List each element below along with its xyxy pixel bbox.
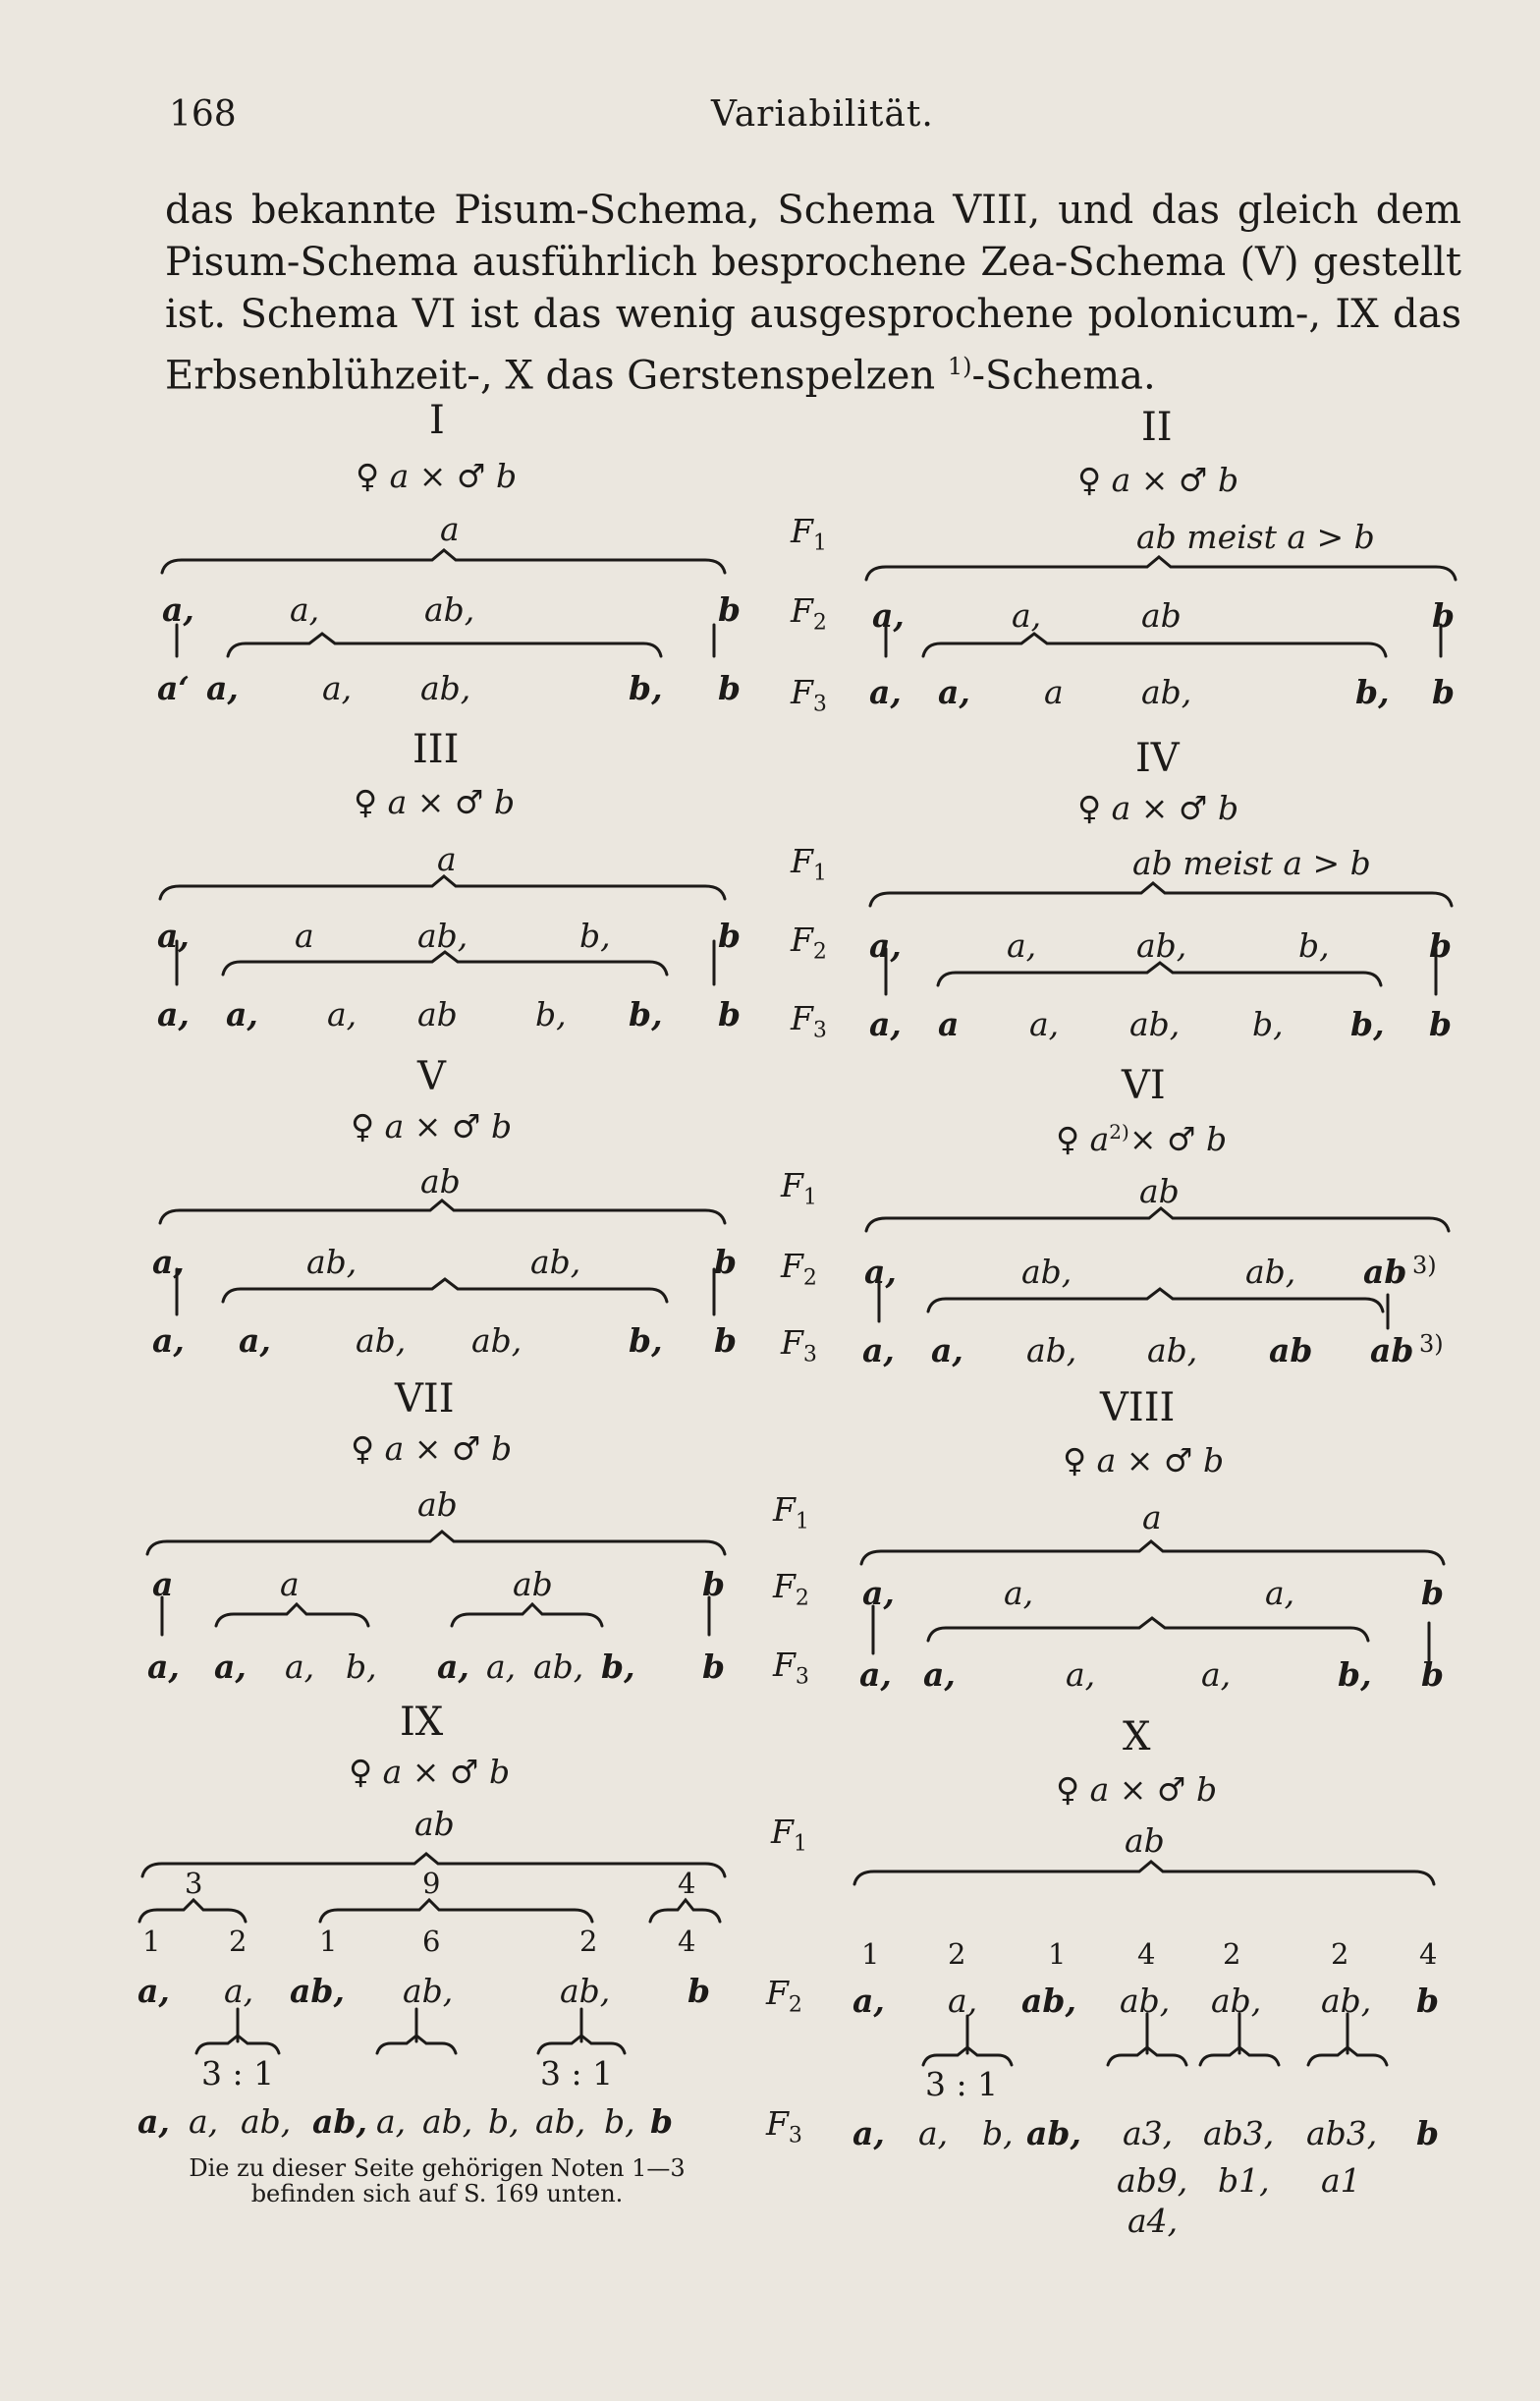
brace-V-f2 xyxy=(223,1279,667,1302)
f3-item: b, xyxy=(1350,1005,1385,1043)
f3-item: b, xyxy=(346,1647,377,1686)
brace-VII-f2b xyxy=(452,1604,602,1626)
f3-item: ab xyxy=(1370,1331,1414,1369)
class-count: 2 xyxy=(229,1925,248,1958)
brace-III-f2 xyxy=(223,952,667,975)
f3-item: a, xyxy=(437,1647,469,1686)
f3-item: b, xyxy=(601,1647,635,1686)
f2-item: b xyxy=(688,1972,711,2010)
label-f2: $F_2$ xyxy=(791,591,827,636)
f2-item: a, xyxy=(864,1253,897,1291)
f3-item: a, xyxy=(327,995,358,1033)
f3-item: ab, xyxy=(535,2102,586,2141)
f2-item: ab, xyxy=(417,917,468,955)
f2-item: b, xyxy=(1298,926,1330,965)
f2-item: ab, xyxy=(1021,1982,1076,2020)
f1-value: a xyxy=(1142,1498,1162,1536)
f2-item: a xyxy=(152,1565,174,1603)
f2-item: ab, xyxy=(1021,1253,1072,1291)
segregation-ratio: 3 : 1 xyxy=(925,2065,999,2103)
f2-item: a, xyxy=(1007,926,1037,965)
f2-item: ab xyxy=(1141,596,1182,635)
label-f2: $F_2$ xyxy=(791,921,827,965)
class-count: 2 xyxy=(1223,1937,1241,1971)
f2-item: a, xyxy=(152,1243,185,1281)
label-f3: $F_3$ xyxy=(781,1323,817,1368)
group-count: 9 xyxy=(422,1867,441,1900)
f3-item: ab3, xyxy=(1203,2114,1275,2152)
label-f3: $F_3$ xyxy=(791,673,827,717)
segregation-ratio: 3 : 1 xyxy=(201,2054,275,2093)
class-count: 2 xyxy=(579,1925,598,1958)
f2-item: ab, xyxy=(530,1243,581,1281)
f3-item: b xyxy=(718,995,742,1033)
f3-item: a, xyxy=(923,1655,956,1694)
f2-item: ab, xyxy=(424,590,475,629)
class-count: 4 xyxy=(678,1925,696,1958)
f3-item: ab xyxy=(1269,1331,1313,1369)
f3-item: a, xyxy=(189,2102,219,2141)
f3-item: a, xyxy=(859,1655,892,1694)
brace-VI-f2 xyxy=(928,1289,1383,1312)
schema-numeral: IX xyxy=(400,1700,444,1745)
cross-formula: ♀ a × ♂ b xyxy=(1063,1441,1225,1480)
f3-item: b, xyxy=(535,995,567,1033)
footnote-ref-3: 3) xyxy=(1412,1252,1437,1279)
schema-numeral: V xyxy=(417,1054,446,1099)
label-f1: $F_1$ xyxy=(791,842,827,886)
schema-numeral: II xyxy=(1141,405,1173,450)
f2-item: ab, xyxy=(306,1243,358,1281)
f1-value: ab meist a > b xyxy=(1136,518,1375,556)
f1-value: ab xyxy=(1139,1172,1180,1210)
f3-item: b, xyxy=(1338,1655,1372,1694)
f1-value: ab meist a > b xyxy=(1132,844,1371,882)
f3-item: a, xyxy=(376,2102,407,2141)
class-count: 1 xyxy=(319,1925,338,1958)
f3-item: a, xyxy=(138,2102,170,2141)
class-count: 1 xyxy=(861,1937,880,1971)
f2-item: b xyxy=(1429,926,1453,965)
footnote-ref-2: 2) xyxy=(1109,1120,1129,1144)
f3-item: b xyxy=(1429,1005,1453,1043)
group-count: 3 xyxy=(185,1867,203,1900)
f1-value: a xyxy=(437,840,457,878)
footnote-ref-1: 1) xyxy=(947,353,972,380)
footnote-ref-3: 3) xyxy=(1419,1330,1444,1358)
f3-item: a, xyxy=(206,669,239,707)
footnote-note: Die zu dieser Seite gehörigen Noten 1—3 befinden sich auf S. 169 unten. xyxy=(189,2154,686,2207)
f2-item: b xyxy=(1416,1982,1440,2020)
brace-VII-f1 xyxy=(147,1532,725,1554)
f2-item: a, xyxy=(948,1982,978,2020)
label-f2: $F_2$ xyxy=(773,1567,809,1611)
label-f1: $F_1$ xyxy=(771,1813,807,1857)
page-number: 168 xyxy=(169,94,237,135)
brace-VIII-f2 xyxy=(928,1618,1368,1641)
f3-item: a, xyxy=(852,2114,885,2152)
brace-IV-f1 xyxy=(870,883,1452,906)
f2-item: a, xyxy=(224,1972,254,2010)
f3-item: ab xyxy=(417,995,458,1033)
f3-item: ab3, xyxy=(1306,2114,1378,2152)
cross-formula: ♀ a × ♂ b xyxy=(356,457,518,495)
class-count: 1 xyxy=(1048,1937,1067,1971)
label-f1: $F_1$ xyxy=(791,512,827,556)
cross-formula: ♀ a × ♂ b xyxy=(1056,1770,1218,1809)
schema-numeral: I xyxy=(429,398,445,443)
f3-item: b xyxy=(714,1321,738,1360)
f3-item: a, xyxy=(147,1647,180,1686)
f3-item: b, xyxy=(629,995,663,1033)
f2-item: ab, xyxy=(403,1972,454,2010)
f3-item: ab, xyxy=(1141,673,1192,711)
f2-item: a, xyxy=(852,1982,885,2020)
f3-item: a, xyxy=(285,1647,315,1686)
f3-item: ab, xyxy=(356,1321,407,1360)
f2-item: a xyxy=(295,917,314,955)
f2-item: ab, xyxy=(1321,1982,1372,2020)
cross-formula: ♀ a × ♂ b xyxy=(351,1107,513,1145)
schema-numeral: VI xyxy=(1122,1063,1166,1108)
f3-item: ab, xyxy=(312,2102,367,2141)
label-f2: $F_2$ xyxy=(781,1247,817,1291)
brace-VIII-f1 xyxy=(861,1541,1444,1564)
schema-numeral: III xyxy=(412,727,460,772)
running-title: Variabilität. xyxy=(711,94,934,135)
label-f3: $F_3$ xyxy=(791,999,827,1043)
f3-item: a, xyxy=(152,1321,185,1360)
brace-I-f2 xyxy=(228,634,661,656)
f3-item: a, xyxy=(1066,1655,1096,1694)
f2-item: a, xyxy=(157,917,190,955)
brace-IX-g9 xyxy=(320,1900,592,1922)
f3-item: a1 xyxy=(1321,2161,1361,2200)
f3-item: a xyxy=(1044,673,1064,711)
cross-formula: ♀ $a^{2)}\times$ ♂ b xyxy=(1056,1120,1228,1158)
f3-item: a, xyxy=(239,1321,271,1360)
cross-formula: ♀ a × ♂ b xyxy=(1077,789,1239,827)
f2-item: a, xyxy=(1012,596,1042,635)
brace-II-f2 xyxy=(923,634,1386,656)
f2-item: a, xyxy=(162,590,194,629)
schema-numeral: IV xyxy=(1135,736,1180,781)
f3-item: b xyxy=(718,669,742,707)
f3-item: a, xyxy=(938,673,970,711)
f3-item: b, xyxy=(629,669,663,707)
label-f3: $F_3$ xyxy=(773,1646,809,1690)
f3-item: a, xyxy=(869,1005,902,1043)
f2-item: ab xyxy=(513,1565,553,1603)
f3-item: b, xyxy=(1355,673,1390,711)
paragraph-text-end: -Schema. xyxy=(971,353,1156,399)
f3-item: b xyxy=(1421,1655,1445,1694)
schema-numeral: VII xyxy=(395,1376,455,1422)
f2-item: a, xyxy=(290,590,320,629)
class-count: 1 xyxy=(142,1925,161,1958)
f3-item: ab, xyxy=(1026,1331,1077,1369)
f2-item: ab, xyxy=(290,1972,345,2010)
f2-item: b xyxy=(702,1565,726,1603)
f3-item: b, xyxy=(488,2102,520,2141)
f3-item: a, xyxy=(862,1331,895,1369)
f2-item: b xyxy=(714,1243,738,1281)
f3-item: a, xyxy=(869,673,902,711)
f2-item: b xyxy=(718,590,742,629)
segregation-ratio: 3 : 1 xyxy=(540,2054,614,2093)
group-count: 4 xyxy=(678,1867,696,1900)
f3-item: b1, xyxy=(1218,2161,1270,2200)
brace-II-f1 xyxy=(866,557,1456,580)
f2-item: ab xyxy=(1363,1253,1407,1291)
brace-IX-g4 xyxy=(650,1900,720,1922)
cross-formula: ♀ a × ♂ b xyxy=(351,1429,513,1468)
f1-value: a xyxy=(440,510,460,548)
f2-item: ab, xyxy=(1120,1982,1171,2020)
f1-value: ab xyxy=(414,1805,455,1843)
f3-item: a, xyxy=(931,1331,963,1369)
brace-III-f1 xyxy=(160,876,725,899)
f1-value: ab xyxy=(417,1485,458,1524)
label-f2: $F_2$ xyxy=(766,1974,802,2018)
label-f1: $F_1$ xyxy=(781,1166,817,1210)
schema-numeral: X xyxy=(1123,1714,1151,1759)
f3-item: a, xyxy=(918,2114,949,2152)
f2-item: a, xyxy=(138,1972,170,2010)
f2-item: a, xyxy=(862,1574,895,1612)
f3-item: b xyxy=(702,1647,726,1686)
cross-formula: ♀ a × ♂ b xyxy=(349,1753,511,1791)
f2-item: ab, xyxy=(1245,1253,1296,1291)
f3-item: a, xyxy=(226,995,258,1033)
brace-VII-f2a xyxy=(216,1604,368,1626)
brace-V-f1 xyxy=(160,1200,725,1223)
f2-item: ab, xyxy=(1136,926,1187,965)
cross-formula: ♀ a × ♂ b xyxy=(1077,461,1239,499)
f3-item: a‘ xyxy=(157,669,190,707)
f3-item: a xyxy=(938,1005,960,1043)
f2-item: a, xyxy=(872,596,905,635)
brace-IX-g3 xyxy=(139,1900,246,1922)
f3-item: ab, xyxy=(1129,1005,1181,1043)
f3-item: b xyxy=(1432,673,1456,711)
f3-item: a, xyxy=(1029,1005,1060,1043)
f2-item: a xyxy=(280,1565,300,1603)
f3-item: a, xyxy=(214,1647,247,1686)
brace-X-f1 xyxy=(854,1862,1434,1884)
f3-item: b xyxy=(650,2102,674,2141)
f3-item: ab, xyxy=(1026,2114,1081,2152)
f3-item: ab9, xyxy=(1117,2161,1188,2200)
f3-item: a, xyxy=(486,1647,517,1686)
f2-item: ab, xyxy=(1211,1982,1262,2020)
f2-item: a, xyxy=(869,926,902,965)
f3-item: b xyxy=(1416,2114,1440,2152)
f3-item: b, xyxy=(1252,1005,1284,1043)
class-count: 6 xyxy=(422,1925,441,1958)
class-count: 4 xyxy=(1419,1937,1438,1971)
f2-item: b xyxy=(1421,1574,1445,1612)
f3-item: a4, xyxy=(1128,2202,1179,2240)
label-f1: $F_1$ xyxy=(773,1490,809,1535)
brace-VI-f1 xyxy=(866,1208,1449,1231)
class-count: 4 xyxy=(1137,1937,1156,1971)
f1-value: ab xyxy=(1125,1821,1165,1860)
cross-formula: ♀ a × ♂ b xyxy=(354,783,516,821)
f2-item: ab, xyxy=(560,1972,611,2010)
f3-item: a3, xyxy=(1123,2114,1174,2152)
f3-item: b, xyxy=(604,2102,635,2141)
f1-value: ab xyxy=(420,1162,461,1200)
class-count: 2 xyxy=(1331,1937,1349,1971)
f2-item: b, xyxy=(579,917,611,955)
f3-item: ab, xyxy=(471,1321,522,1360)
f3-item: ab, xyxy=(422,2102,473,2141)
f2-item: a, xyxy=(1004,1574,1034,1612)
f3-item: b, xyxy=(982,2114,1014,2152)
f3-item: a, xyxy=(157,995,190,1033)
brace-I-f1 xyxy=(162,550,725,573)
class-count: 2 xyxy=(948,1937,966,1971)
f2-item: a, xyxy=(1265,1574,1295,1612)
f3-item: ab, xyxy=(241,2102,292,2141)
f3-item: ab, xyxy=(1147,1331,1198,1369)
paragraph-text: das bekannte Pisum-Schema, Schema VIII, und das gleich dem Pisum-Schema ausführlich besprochene Zea-Schema (V) gestellt ist. Schema VI ist das wenig ausgesprochene polonicum-, IX das Erbsenblühzeit-, X das Gerstenspelzen xyxy=(165,188,1461,399)
label-f3: $F_3$ xyxy=(766,2104,802,2149)
f3-item: ab, xyxy=(420,669,471,707)
brace-IV-f2 xyxy=(938,963,1381,985)
f2-item: b xyxy=(718,917,742,955)
f3-item: ab, xyxy=(533,1647,584,1686)
f3-item: b, xyxy=(629,1321,663,1360)
f3-item: a, xyxy=(322,669,353,707)
f2-item: b xyxy=(1432,596,1456,635)
f3-item: a, xyxy=(1201,1655,1232,1694)
schema-numeral: VIII xyxy=(1100,1385,1176,1430)
